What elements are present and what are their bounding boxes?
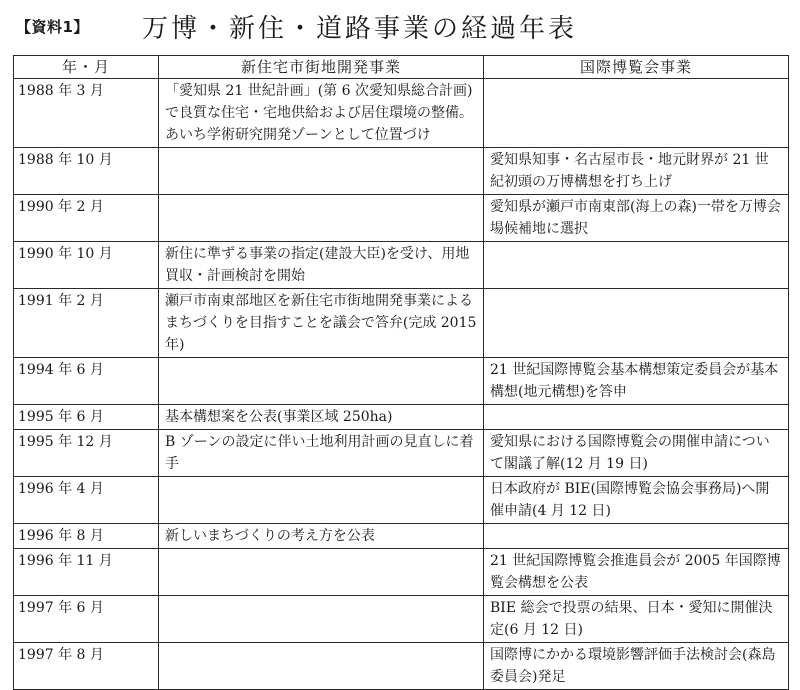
row-date: 1990 年 2 月: [14, 195, 159, 242]
row-expo-event: [484, 79, 789, 148]
row-expo-event: 21 世紀国際博覧会基本構想策定委員会が基本構想(地元構想)を答申: [484, 358, 789, 405]
table-row: [14, 430, 789, 477]
table-header-row: [14, 56, 789, 79]
row-date: 1995 年 12 月: [14, 430, 159, 477]
table-row: [14, 79, 789, 148]
document-label: 【資料1】: [16, 18, 89, 36]
title-row: [16, 6, 786, 46]
row-date: 1994 年 6 月: [14, 358, 159, 405]
row-date: 1996 年 11 月: [14, 549, 159, 596]
row-shinju-event: [159, 195, 484, 242]
row-date: 1990 年 10 月: [14, 242, 159, 289]
document-title: 万博・新住・道路事業の経過年表: [142, 14, 578, 44]
row-date: 1996 年 8 月: [14, 524, 159, 549]
column-header-date: 年・月: [14, 56, 159, 79]
row-expo-event: 愛知県が瀬戸市南東部(海上の森)一帯を万博会場候補地に選択: [484, 195, 789, 242]
row-shinju-event: [159, 643, 484, 690]
row-expo-event: 21 世紀国際博覧会推進員会が 2005 年国際博覧会構想を公表: [484, 549, 789, 596]
table-row: [14, 477, 789, 524]
column-header-shinju: 新住宅市街地開発事業: [159, 56, 484, 79]
column-header-expo: 国際博覧会事業: [484, 56, 789, 79]
row-date: 1996 年 4 月: [14, 477, 159, 524]
table-row: [14, 405, 789, 430]
row-expo-event: 愛知県における国際博覧会の開催申請について閣議了解(12 月 19 日): [484, 430, 789, 477]
row-expo-event: 国際博にかかる環境影響評価手法検討会(森島委員会)発足: [484, 643, 789, 690]
row-expo-event: 日本政府が BIE(国際博覧会協会事務局)へ開催申請(4 月 12 日): [484, 477, 789, 524]
table-row: [14, 549, 789, 596]
row-date: 1988 年 10 月: [14, 148, 159, 195]
table-row: [14, 289, 789, 358]
row-shinju-event: [159, 148, 484, 195]
row-shinju-event: 基本構想案を公表(事業区域 250ha): [159, 405, 484, 430]
table-row: [14, 195, 789, 242]
row-date: 1995 年 6 月: [14, 405, 159, 430]
row-date: 1991 年 2 月: [14, 289, 159, 358]
table-row: [14, 596, 789, 643]
row-expo-event: [484, 289, 789, 358]
row-shinju-event: B ゾーンの設定に伴い土地利用計画の見直しに着手: [159, 430, 484, 477]
row-shinju-event: 瀬戸市南東部地区を新住宅市街地開発事業によるまちづくりを目指すことを議会で答弁(完成 2015 年): [159, 289, 484, 358]
table-row: [14, 643, 789, 690]
row-shinju-event: [159, 549, 484, 596]
row-expo-event: 愛知県知事・名古屋市長・地元財界が 21 世紀初頭の万博構想を打ち上げ: [484, 148, 789, 195]
row-expo-event: BIE 総会で投票の結果、日本・愛知に開催決定(6 月 12 日): [484, 596, 789, 643]
table-row: [14, 358, 789, 405]
row-date: 1997 年 6 月: [14, 596, 159, 643]
row-shinju-event: [159, 358, 484, 405]
row-shinju-event: 新住に準ずる事業の指定(建設大臣)を受け、用地買収・計画検討を開始: [159, 242, 484, 289]
row-shinju-event: 新しいまちづくりの考え方を公表: [159, 524, 484, 549]
row-expo-event: [484, 405, 789, 430]
row-date: 1997 年 8 月: [14, 643, 159, 690]
row-shinju-event: [159, 596, 484, 643]
table-row: [14, 524, 789, 549]
row-expo-event: [484, 524, 789, 549]
row-shinju-event: 「愛知県 21 世紀計画」(第 6 次愛知県総合計画)で良質な住宅・宅地供給および居住環境の整備。あいち学術研究開発ゾーンとして位置づけ: [159, 79, 484, 148]
table-row: [14, 242, 789, 289]
row-shinju-event: [159, 477, 484, 524]
table-row: [14, 148, 789, 195]
row-expo-event: [484, 242, 789, 289]
row-date: 1988 年 3 月: [14, 79, 159, 148]
timeline-table: [13, 55, 789, 690]
